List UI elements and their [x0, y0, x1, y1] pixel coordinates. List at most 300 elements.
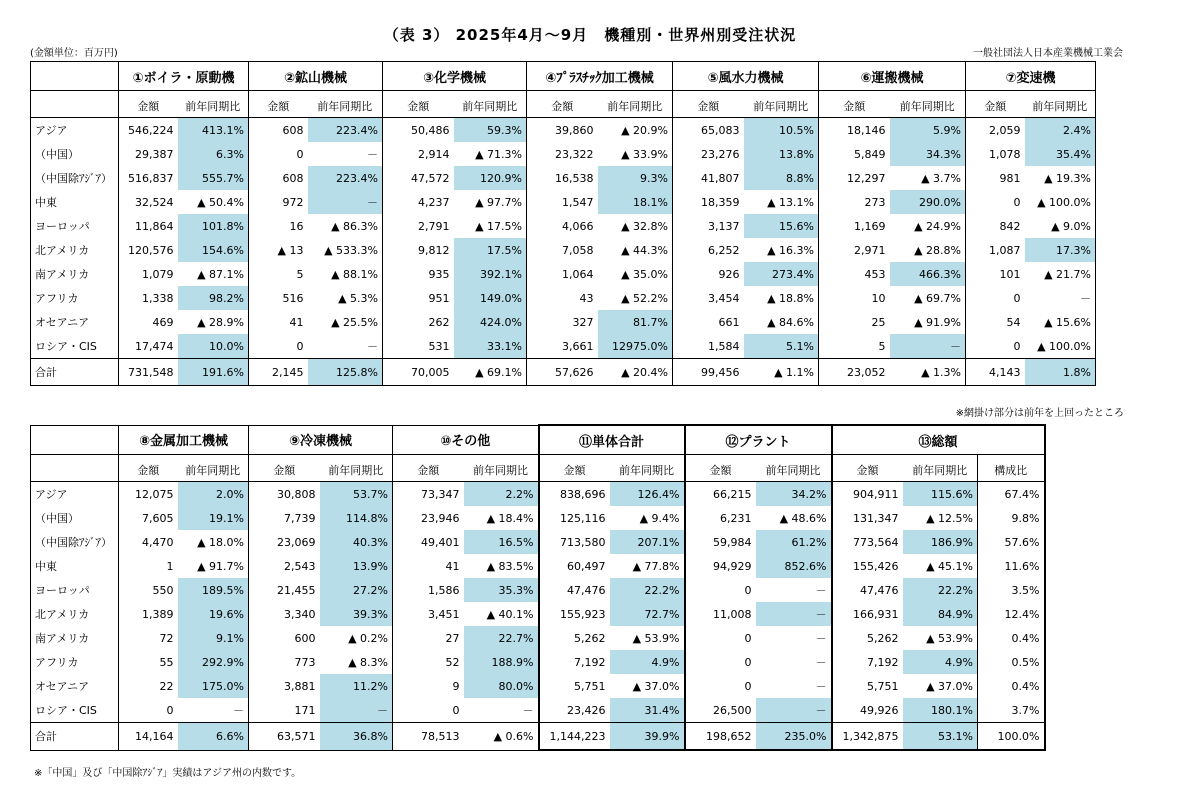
yoy-cell: 34.3% — [890, 142, 966, 166]
region-label: 北アメリカ — [31, 602, 119, 626]
yoy-cell: ▲ 0.6% — [464, 723, 539, 751]
amount-cell: 10 — [819, 286, 890, 310]
region-label: オセアニア — [31, 674, 119, 698]
amount-cell: 101 — [966, 262, 1025, 286]
yoy-cell: ▲ 533.3% — [308, 238, 383, 262]
amount-subheader: 金額 — [527, 91, 598, 118]
composition-cell: 67.4% — [978, 482, 1045, 507]
amount-cell: 47,572 — [383, 166, 454, 190]
yoy-cell: ▲ 33.9% — [598, 142, 673, 166]
yoy-cell: 34.2% — [756, 482, 832, 507]
yoy-cell: － — [308, 190, 383, 214]
amount-cell: 12,297 — [819, 166, 890, 190]
yoy-cell: 101.8% — [178, 214, 249, 238]
amount-cell: 22 — [119, 674, 178, 698]
region-label: 中東 — [31, 554, 119, 578]
amount-cell: 23,426 — [539, 698, 610, 723]
table-row — [31, 674, 1045, 698]
amount-cell: 2,059 — [966, 118, 1025, 143]
table-row — [31, 530, 1045, 554]
amount-cell: 3,661 — [527, 334, 598, 359]
yoy-cell: ▲ 50.4% — [178, 190, 249, 214]
yoy-cell: ▲ 16.3% — [744, 238, 819, 262]
yoy-cell: ▲ 5.3% — [308, 286, 383, 310]
amount-cell: 5 — [249, 262, 308, 286]
amount-cell: 27 — [393, 626, 464, 650]
amount-cell: 842 — [966, 214, 1025, 238]
amount-cell: 3,881 — [249, 674, 320, 698]
amount-cell: ▲ 13 — [249, 238, 308, 262]
amount-cell: 7,605 — [119, 506, 178, 530]
amount-cell: 166,931 — [832, 602, 903, 626]
yoy-cell: ▲ 12.5% — [903, 506, 978, 530]
amount-subheader: 金額 — [966, 91, 1025, 118]
yoy-cell: ▲ 100.0% — [1025, 190, 1096, 214]
amount-cell: 52 — [393, 650, 464, 674]
amount-cell: 50,486 — [383, 118, 454, 143]
amount-cell: 4,237 — [383, 190, 454, 214]
footnote: ※「中国」及び「中国除ｱｼﾞｱ」実績はアジア州の内数です。 — [34, 768, 302, 779]
region-label: アフリカ — [31, 650, 119, 674]
yoy-cell: ▲ 45.1% — [903, 554, 978, 578]
amount-cell: 70,005 — [383, 359, 454, 386]
header-row — [31, 62, 1096, 91]
amount-cell: 155,426 — [832, 554, 903, 578]
unit-note: (金額単位：百万円) — [30, 48, 118, 59]
amount-cell: 49,401 — [393, 530, 464, 554]
amount-cell: 21,455 — [249, 578, 320, 602]
amount-cell: 516,837 — [119, 166, 178, 190]
amount-cell: 546,224 — [119, 118, 178, 143]
yoy-cell: ▲ 100.0% — [1025, 334, 1096, 359]
total-row — [31, 723, 1045, 751]
amount-cell: 26,500 — [685, 698, 756, 723]
yoy-cell: 13.8% — [744, 142, 819, 166]
yoy-cell: 4.9% — [610, 650, 685, 674]
amount-cell: 0 — [966, 190, 1025, 214]
amount-cell: 198,652 — [685, 723, 756, 751]
yoy-cell: ▲ 44.3% — [598, 238, 673, 262]
yoy-cell: 84.9% — [903, 602, 978, 626]
yoy-cell: ▲ 9.4% — [610, 506, 685, 530]
yoy-cell: 555.7% — [178, 166, 249, 190]
yoy-cell: ▲ 83.5% — [464, 554, 539, 578]
table-row — [31, 166, 1096, 190]
yoy-cell: ▲ 0.2% — [320, 626, 393, 650]
category-header: ④ﾌﾟﾗｽﾁｯｸ加工機械 — [527, 62, 673, 91]
region-label: ロシア・CIS — [31, 698, 119, 723]
amount-cell: 41 — [393, 554, 464, 578]
yoy-cell: 8.8% — [744, 166, 819, 190]
amount-cell: 16,538 — [527, 166, 598, 190]
yoy-cell: － — [756, 698, 832, 723]
yoy-cell: ▲ 53.9% — [610, 626, 685, 650]
yoy-cell: 413.1% — [178, 118, 249, 143]
amount-cell: 1,584 — [673, 334, 744, 359]
yoy-subheader: 前年同期比 — [178, 455, 249, 482]
amount-subheader: 金額 — [249, 91, 308, 118]
yoy-cell: － — [756, 650, 832, 674]
amount-cell: 773,564 — [832, 530, 903, 554]
amount-cell: 2,791 — [383, 214, 454, 238]
yoy-cell: 120.9% — [454, 166, 527, 190]
amount-cell: 120,576 — [119, 238, 178, 262]
amount-cell: 516 — [249, 286, 308, 310]
amount-cell: 125,116 — [539, 506, 610, 530]
yoy-cell: ▲ 21.7% — [1025, 262, 1096, 286]
region-label: （中国除ｱｼﾞｱ） — [31, 166, 119, 190]
amount-cell: 39,860 — [527, 118, 598, 143]
yoy-cell: － — [320, 698, 393, 723]
table-row — [31, 554, 1045, 578]
yoy-cell: ▲ 28.9% — [178, 310, 249, 334]
amount-cell: 926 — [673, 262, 744, 286]
yoy-cell: ▲ 48.6% — [756, 506, 832, 530]
yoy-cell: ▲ 9.0% — [1025, 214, 1096, 238]
amount-cell: 262 — [383, 310, 454, 334]
table-row — [31, 262, 1096, 286]
yoy-cell: 39.3% — [320, 602, 393, 626]
amount-cell: 43 — [527, 286, 598, 310]
amount-cell: 2,971 — [819, 238, 890, 262]
yoy-cell: － — [756, 674, 832, 698]
category-header: ⑨冷凍機械 — [249, 425, 393, 455]
yoy-cell: ▲ 15.6% — [1025, 310, 1096, 334]
region-label: アジア — [31, 118, 119, 143]
amount-cell: 5,751 — [539, 674, 610, 698]
yoy-cell: ▲ 24.9% — [890, 214, 966, 238]
amount-cell: 661 — [673, 310, 744, 334]
amount-cell: 0 — [249, 142, 308, 166]
yoy-subheader: 前年同期比 — [308, 91, 383, 118]
yoy-cell: ▲ 1.3% — [890, 359, 966, 386]
composition-cell: 0.5% — [978, 650, 1045, 674]
yoy-cell: 11.2% — [320, 674, 393, 698]
amount-cell: 327 — [527, 310, 598, 334]
category-header: ⑧金属加工機械 — [119, 425, 249, 455]
amount-cell: 155,923 — [539, 602, 610, 626]
yoy-cell: 466.3% — [890, 262, 966, 286]
amount-cell: 1,078 — [966, 142, 1025, 166]
amount-cell: 0 — [685, 674, 756, 698]
composition-cell: 0.4% — [978, 674, 1045, 698]
yoy-cell: 235.0% — [756, 723, 832, 751]
yoy-cell: 180.1% — [903, 698, 978, 723]
table-row — [31, 214, 1096, 238]
amount-cell: 1,586 — [393, 578, 464, 602]
amount-cell: 0 — [966, 286, 1025, 310]
yoy-cell: 10.0% — [178, 334, 249, 359]
amount-cell: 773 — [249, 650, 320, 674]
table-row — [31, 482, 1045, 507]
table-row — [31, 142, 1096, 166]
yoy-cell: 2.2% — [464, 482, 539, 507]
amount-cell: 131,347 — [832, 506, 903, 530]
region-label: 中東 — [31, 190, 119, 214]
amount-cell: 18,146 — [819, 118, 890, 143]
amount-cell: 63,571 — [249, 723, 320, 751]
yoy-cell: 149.0% — [454, 286, 527, 310]
yoy-cell: 189.5% — [178, 578, 249, 602]
composition-cell: 100.0% — [978, 723, 1045, 751]
yoy-cell: 33.1% — [454, 334, 527, 359]
yoy-cell: ▲ 37.0% — [903, 674, 978, 698]
corner-cell — [31, 91, 119, 118]
amount-cell: 18,359 — [673, 190, 744, 214]
amount-cell: 59,984 — [685, 530, 756, 554]
table-row — [31, 238, 1096, 262]
yoy-cell: 186.9% — [903, 530, 978, 554]
amount-cell: 0 — [249, 334, 308, 359]
amount-cell: 5 — [819, 334, 890, 359]
yoy-cell: 115.6% — [903, 482, 978, 507]
yoy-cell: ▲ 71.3% — [454, 142, 527, 166]
yoy-cell: 852.6% — [756, 554, 832, 578]
amount-subheader: 金額 — [119, 91, 178, 118]
yoy-cell: 2.4% — [1025, 118, 1096, 143]
yoy-cell: － — [890, 334, 966, 359]
yoy-cell: ▲ 88.1% — [308, 262, 383, 286]
yoy-cell: － — [308, 142, 383, 166]
amount-cell: 73,347 — [393, 482, 464, 507]
amount-subheader: 金額 — [819, 91, 890, 118]
region-label: ロシア・CIS — [31, 334, 119, 359]
amount-cell: 29,387 — [119, 142, 178, 166]
yoy-cell: 35.3% — [464, 578, 539, 602]
table-row — [31, 578, 1045, 602]
amount-cell: 951 — [383, 286, 454, 310]
amount-cell: 23,946 — [393, 506, 464, 530]
amount-cell: 0 — [685, 650, 756, 674]
composition-cell: 9.8% — [978, 506, 1045, 530]
yoy-cell: － — [756, 626, 832, 650]
amount-cell: 65,083 — [673, 118, 744, 143]
region-label: 南アメリカ — [31, 626, 119, 650]
yoy-cell: ▲ 20.9% — [598, 118, 673, 143]
yoy-cell: ▲ 53.9% — [903, 626, 978, 650]
amount-subheader: 金額 — [393, 455, 464, 482]
amount-subheader: 金額 — [539, 455, 610, 482]
amount-cell: 171 — [249, 698, 320, 723]
yoy-subheader: 前年同期比 — [903, 455, 978, 482]
yoy-cell: 392.1% — [454, 262, 527, 286]
yoy-cell: ▲ 13.1% — [744, 190, 819, 214]
yoy-cell: 125.8% — [308, 359, 383, 386]
yoy-cell: 9.1% — [178, 626, 249, 650]
yoy-cell: 72.7% — [610, 602, 685, 626]
composition-cell: 11.6% — [978, 554, 1045, 578]
amount-cell: 57,626 — [527, 359, 598, 386]
category-header: ⑥運搬機械 — [819, 62, 966, 91]
amount-cell: 2,914 — [383, 142, 454, 166]
shading-note: ※網掛け部分は前年を上回ったところ — [955, 408, 1124, 419]
amount-cell: 41 — [249, 310, 308, 334]
amount-cell: 23,276 — [673, 142, 744, 166]
yoy-cell: 10.5% — [744, 118, 819, 143]
amount-cell: 72 — [119, 626, 178, 650]
table-row — [31, 118, 1096, 143]
yoy-cell: 292.9% — [178, 650, 249, 674]
category-header: ⑫プラント — [685, 425, 832, 455]
yoy-cell: 175.0% — [178, 674, 249, 698]
amount-cell: 41,807 — [673, 166, 744, 190]
region-label: （中国） — [31, 142, 119, 166]
yoy-subheader: 前年同期比 — [598, 91, 673, 118]
amount-subheader: 金額 — [249, 455, 320, 482]
amount-cell: 1,079 — [119, 262, 178, 286]
amount-cell: 1,547 — [527, 190, 598, 214]
amount-cell: 23,322 — [527, 142, 598, 166]
region-label: （中国除ｱｼﾞｱ） — [31, 530, 119, 554]
region-label: オセアニア — [31, 310, 119, 334]
yoy-cell: 191.6% — [178, 359, 249, 386]
amount-cell: 5,849 — [819, 142, 890, 166]
amount-cell: 78,513 — [393, 723, 464, 751]
yoy-cell: 424.0% — [454, 310, 527, 334]
yoy-cell: 188.9% — [464, 650, 539, 674]
amount-cell: 9,812 — [383, 238, 454, 262]
table-row — [31, 506, 1045, 530]
yoy-cell: 22.2% — [903, 578, 978, 602]
yoy-cell: ▲ 52.2% — [598, 286, 673, 310]
amount-cell: 30,808 — [249, 482, 320, 507]
amount-cell: 60,497 — [539, 554, 610, 578]
amount-subheader: 金額 — [685, 455, 756, 482]
region-label: アジア — [31, 482, 119, 507]
yoy-cell: 16.5% — [464, 530, 539, 554]
yoy-cell: ▲ 19.3% — [1025, 166, 1096, 190]
yoy-cell: 6.6% — [178, 723, 249, 751]
table-row — [31, 602, 1045, 626]
amount-cell: 4,470 — [119, 530, 178, 554]
amount-cell: 1,169 — [819, 214, 890, 238]
yoy-cell: 17.3% — [1025, 238, 1096, 262]
yoy-cell: 39.9% — [610, 723, 685, 751]
table-row — [31, 286, 1096, 310]
amount-cell: 2,543 — [249, 554, 320, 578]
amount-cell: 7,058 — [527, 238, 598, 262]
page-title: （表 3） 2025年4月～9月 機種別・世界州別受注状況 — [383, 26, 797, 44]
yoy-cell: ▲ 8.3% — [320, 650, 393, 674]
yoy-cell: 1.8% — [1025, 359, 1096, 386]
yoy-cell: 114.8% — [320, 506, 393, 530]
yoy-cell: 35.4% — [1025, 142, 1096, 166]
amount-cell: 1,342,875 — [832, 723, 903, 751]
yoy-cell: ▲ 18.0% — [178, 530, 249, 554]
orders-table-2 — [30, 424, 1046, 751]
amount-cell: 3,454 — [673, 286, 744, 310]
region-label: アフリカ — [31, 286, 119, 310]
yoy-cell: ▲ 18.8% — [744, 286, 819, 310]
amount-cell: 17,474 — [119, 334, 178, 359]
yoy-subheader: 前年同期比 — [1025, 91, 1096, 118]
yoy-subheader: 前年同期比 — [744, 91, 819, 118]
yoy-cell: － — [464, 698, 539, 723]
table-row — [31, 698, 1045, 723]
yoy-cell: 22.7% — [464, 626, 539, 650]
yoy-cell: － — [308, 334, 383, 359]
amount-subheader: 金額 — [383, 91, 454, 118]
subheader-row — [31, 455, 1045, 482]
yoy-cell: 4.9% — [903, 650, 978, 674]
amount-cell: 12,075 — [119, 482, 178, 507]
amount-cell: 469 — [119, 310, 178, 334]
yoy-subheader: 前年同期比 — [890, 91, 966, 118]
yoy-cell: ▲ 32.8% — [598, 214, 673, 238]
yoy-cell: 9.3% — [598, 166, 673, 190]
yoy-cell: 6.3% — [178, 142, 249, 166]
yoy-cell: ▲ 86.3% — [308, 214, 383, 238]
amount-cell: 273 — [819, 190, 890, 214]
yoy-cell: ▲ 28.8% — [890, 238, 966, 262]
amount-cell: 99,456 — [673, 359, 744, 386]
category-header: ⑤風水力機械 — [673, 62, 819, 91]
total-row — [31, 359, 1096, 386]
region-label: 北アメリカ — [31, 238, 119, 262]
amount-cell: 5,751 — [832, 674, 903, 698]
yoy-cell: 59.3% — [454, 118, 527, 143]
yoy-cell: ▲ 91.9% — [890, 310, 966, 334]
region-label: 合計 — [31, 723, 119, 751]
yoy-cell: － — [756, 578, 832, 602]
region-label: 南アメリカ — [31, 262, 119, 286]
table-row — [31, 334, 1096, 359]
amount-cell: 531 — [383, 334, 454, 359]
yoy-cell: 126.4% — [610, 482, 685, 507]
amount-cell: 731,548 — [119, 359, 178, 386]
yoy-cell: ▲ 35.0% — [598, 262, 673, 286]
composition-cell: 3.5% — [978, 578, 1045, 602]
region-label: 合計 — [31, 359, 119, 386]
category-header: ⑬総額 — [832, 425, 1045, 455]
yoy-cell: ▲ 69.7% — [890, 286, 966, 310]
amount-cell: 3,451 — [393, 602, 464, 626]
yoy-cell: 223.4% — [308, 166, 383, 190]
yoy-subheader: 前年同期比 — [610, 455, 685, 482]
yoy-cell: 53.7% — [320, 482, 393, 507]
yoy-cell: ▲ 84.6% — [744, 310, 819, 334]
amount-cell: 608 — [249, 118, 308, 143]
yoy-subheader: 前年同期比 — [454, 91, 527, 118]
yoy-cell: 22.2% — [610, 578, 685, 602]
amount-cell: 55 — [119, 650, 178, 674]
amount-cell: 6,252 — [673, 238, 744, 262]
yoy-subheader: 前年同期比 — [178, 91, 249, 118]
yoy-cell: 5.9% — [890, 118, 966, 143]
table-row — [31, 310, 1096, 334]
amount-subheader: 金額 — [119, 455, 178, 482]
yoy-cell: 17.5% — [454, 238, 527, 262]
amount-cell: 550 — [119, 578, 178, 602]
amount-cell: 0 — [685, 626, 756, 650]
category-header: ①ボイラ・原動機 — [119, 62, 249, 91]
yoy-cell: － — [756, 602, 832, 626]
amount-cell: 66,215 — [685, 482, 756, 507]
amount-cell: 23,069 — [249, 530, 320, 554]
composition-subheader: 構成比 — [978, 455, 1045, 482]
yoy-subheader: 前年同期比 — [756, 455, 832, 482]
amount-cell: 0 — [393, 698, 464, 723]
amount-cell: 1,064 — [527, 262, 598, 286]
amount-cell: 16 — [249, 214, 308, 238]
amount-cell: 5,262 — [832, 626, 903, 650]
amount-cell: 3,137 — [673, 214, 744, 238]
amount-cell: 11,864 — [119, 214, 178, 238]
yoy-cell: ▲ 17.5% — [454, 214, 527, 238]
yoy-cell: ▲ 40.1% — [464, 602, 539, 626]
amount-cell: 9 — [393, 674, 464, 698]
amount-subheader: 金額 — [673, 91, 744, 118]
